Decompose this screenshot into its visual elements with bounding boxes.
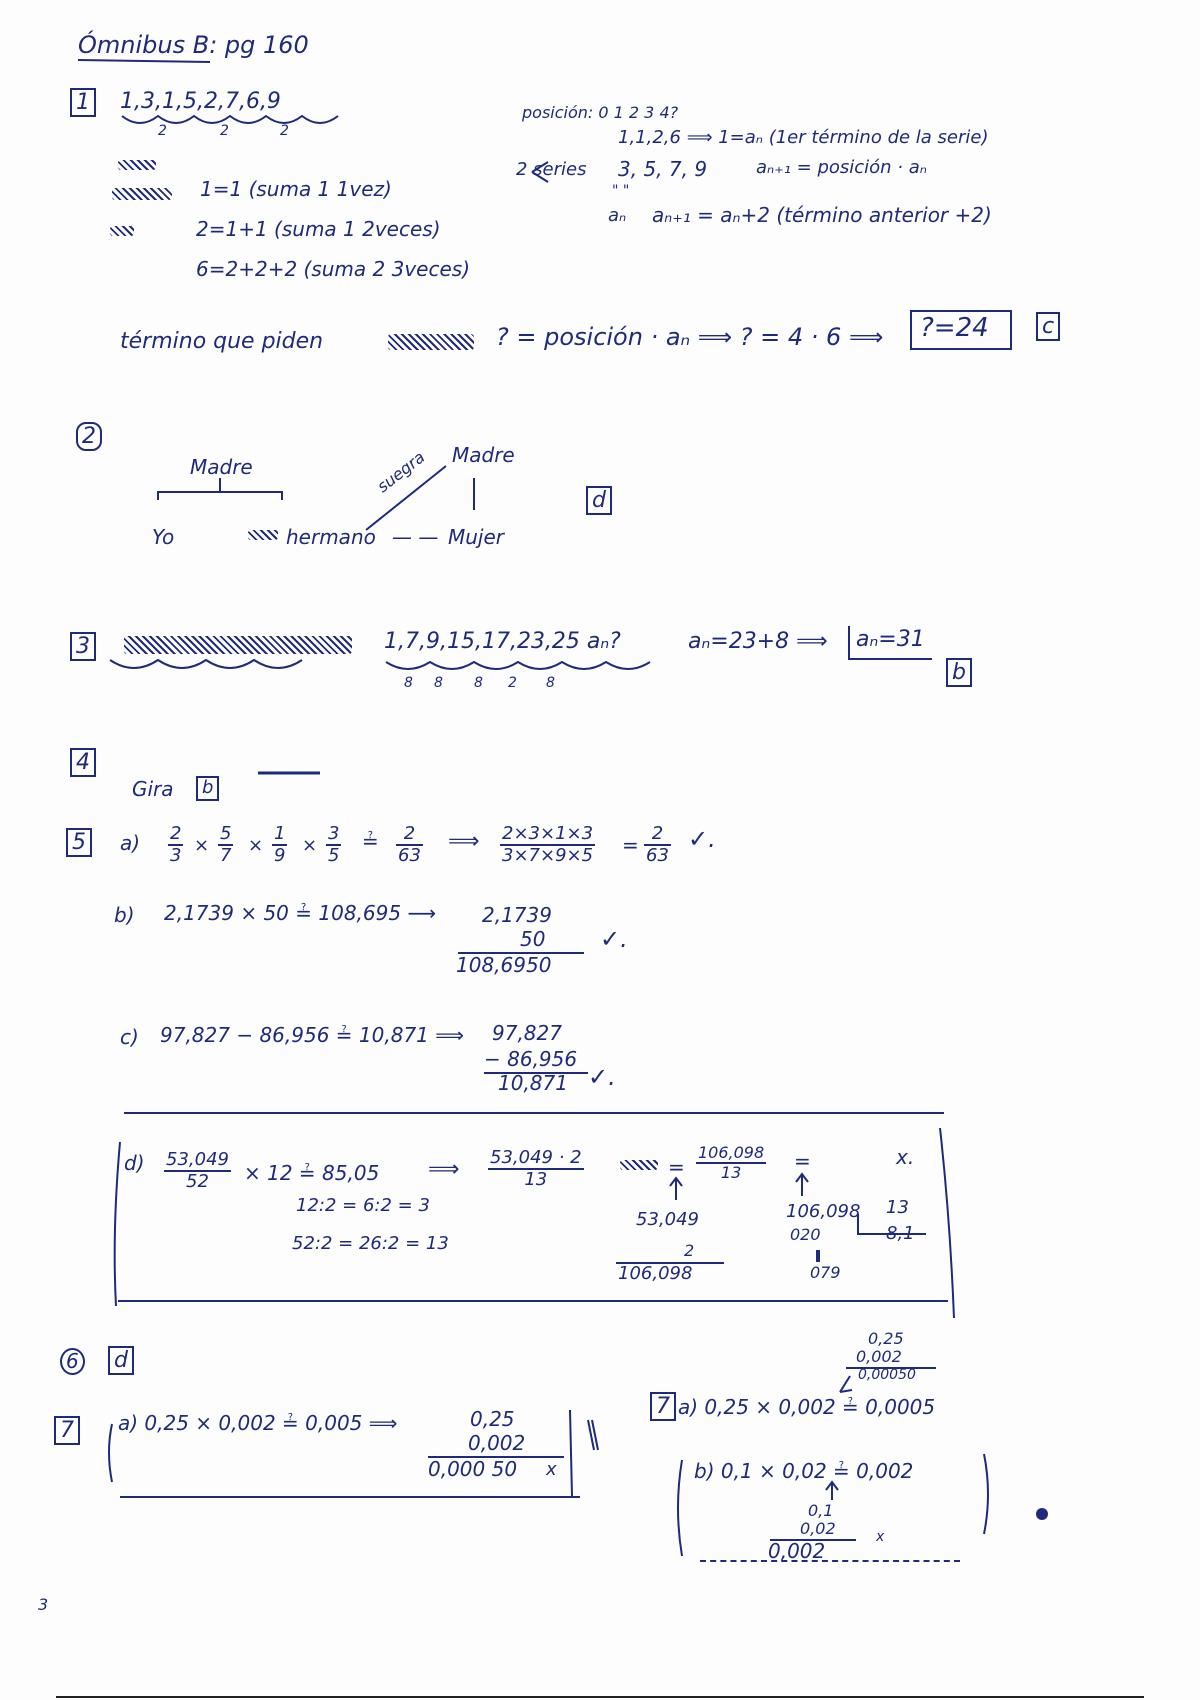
- p5-d-divisor: 13: [886, 1197, 909, 1218]
- p7-left-work-3: 0,000 50: [428, 1457, 518, 1481]
- p5-b-label: b): [114, 903, 135, 927]
- p5-b-check: ✓.: [600, 925, 628, 953]
- p3-diff-2: 8: [434, 675, 443, 691]
- p5-b-equation: 2,1739 × 50 ≟ 108,695 ⟶: [164, 901, 437, 925]
- p1-an-label: aₙ: [608, 205, 627, 226]
- p5-a-fraction-4: $\frac{3}{5}$: [328, 823, 340, 866]
- p2-hermano: hermano: [286, 525, 376, 549]
- p2-scribble: [248, 530, 278, 540]
- p1-ditto: " ": [612, 183, 630, 199]
- p5-d-scribble: [620, 1160, 658, 1170]
- p7-left-work-2: 0,002: [468, 1431, 526, 1455]
- p5-a-times-2: ×: [248, 835, 264, 856]
- p3-answer-value: aₙ=31: [856, 627, 925, 652]
- p3-diff-1: 8: [404, 675, 413, 691]
- p5-d-top-rule: [124, 1112, 944, 1114]
- p5-d-div-1: 106,098: [786, 1201, 861, 1222]
- p7-right-work-1: 0,1: [808, 1501, 834, 1520]
- p5-d-equals-2: =: [794, 1149, 811, 1173]
- p5-d-mult-3: 106,098: [618, 1263, 693, 1284]
- p5-a-fraction-2: $\frac{5}{7}$: [220, 823, 232, 866]
- p5-a-fraction-3: $\frac{1}{9}$: [274, 823, 286, 866]
- p1-diff-1: 2: [158, 123, 167, 139]
- p5-a-fraction-1: $\frac{2}{3}$: [170, 823, 182, 866]
- p1-position-label: posición: 0 1 2 3 4?: [522, 103, 679, 122]
- p5-a-eq: ≟: [362, 829, 379, 853]
- p1-rule-2: aₙ₊₁ = aₙ+2 (término anterior +2): [652, 203, 992, 227]
- p7-left-bottom-rule: [120, 1496, 580, 1498]
- p1-diff-2: 2: [220, 123, 229, 139]
- p5-a-final: $\frac{2}{63}$: [646, 823, 669, 866]
- p3-sequence: 1,7,9,15,17,23,25 aₙ?: [384, 629, 621, 654]
- p7-right-bottom-rule: [700, 1560, 960, 1562]
- problem-6-number: 6: [60, 1348, 85, 1375]
- p7-right-equation-a: a) 0,25 × 0,002 ≟ 0,0005: [678, 1395, 936, 1419]
- p5-b-work-3: 108,6950: [456, 953, 552, 977]
- p5-d-mult-2: 2: [684, 1241, 695, 1260]
- p2-madre-right: Madre: [452, 443, 515, 467]
- p4-answer-letter: b: [196, 776, 219, 801]
- problem-3-number: 3: [70, 632, 96, 661]
- p2-mujer: Mujer: [448, 525, 505, 549]
- p1-line-2: 2=1+1 (suma 1 2veces): [196, 217, 441, 241]
- p5-a-check: ✓.: [688, 825, 716, 853]
- problem-1-number: 1: [70, 88, 96, 117]
- p1-scribble-3: [110, 226, 134, 236]
- p1-answer-formula: ? = posición · aₙ ⟹ ? = 4 · 6 ⟹: [496, 323, 884, 351]
- problem-4-number: 4: [70, 748, 96, 777]
- p5-a-times-3: ×: [302, 835, 318, 856]
- p5-d-div-3: 079: [810, 1263, 841, 1282]
- p5-d-fraction-2: $\frac{53,049 \cdot 2}{13}$: [490, 1147, 582, 1190]
- page-bottom-line: [56, 1696, 1144, 1698]
- problem-2-number: 2: [76, 422, 102, 451]
- p2-madre-left: Madre: [190, 455, 253, 479]
- p1-answer-value: ?=24: [920, 313, 989, 343]
- p5-a-work: $\frac{2\times 3\times 1\times 3}{3\times 7\times 9\times 5}$: [502, 823, 594, 866]
- p5-a-arrow: ⟹: [448, 829, 480, 854]
- p5-d-rest: × 12 ≟ 85,05: [244, 1161, 380, 1185]
- p7-right-top-1: 0,25: [868, 1329, 904, 1348]
- p1-answer-box: [910, 310, 1012, 350]
- p1-line-3: 6=2+2+2 (suma 2 3veces): [196, 257, 470, 281]
- p7-right-top-2: 0,002: [856, 1347, 902, 1366]
- p2-yo: Yo: [152, 525, 175, 549]
- p5-d-step-1: 12:2 = 6:2 = 3: [296, 1195, 430, 1216]
- p1-scribble-2: [112, 188, 172, 200]
- p7-right-work-3: 0,002: [768, 1539, 826, 1563]
- page-mark: 3: [38, 1595, 49, 1614]
- p1-series-a: 1,1,2,6 ⟹ 1=aₙ (1er término de la serie): [618, 127, 989, 148]
- p7-right-work-2: 0,02: [800, 1519, 836, 1538]
- p2-dash: — —: [392, 525, 439, 549]
- p5-d-fraction-1: $\frac{53,049}{52}$: [166, 1149, 229, 1192]
- p5-b-work-2: 50: [520, 927, 546, 951]
- p5-c-work-1: 97,827: [492, 1021, 562, 1045]
- p1-answer-text: término que piden: [120, 329, 324, 354]
- p5-d-step-2: 52:2 = 26:2 = 13: [292, 1233, 449, 1254]
- p7-left-x: x: [546, 1459, 557, 1480]
- p5-a-label: a): [120, 831, 141, 855]
- p7-left-work-1: 0,25: [470, 1407, 515, 1431]
- problem-7-number-right: 7: [650, 1392, 676, 1421]
- p5-d-label: d): [124, 1151, 145, 1175]
- p5-c-label: c): [120, 1025, 139, 1049]
- page-title: Ómnibus B: pg 160: [78, 31, 309, 59]
- p1-series-label: 2 series: [516, 159, 587, 180]
- p7-left-equation: a) 0,25 × 0,002 ≟ 0,005 ⟹: [118, 1411, 398, 1435]
- p5-d-arrow: ⟹: [428, 1157, 460, 1182]
- problem-5-number: 5: [66, 828, 92, 857]
- p1-sequence: 1,3,1,5,2,7,6,9: [120, 89, 281, 114]
- p5-d-div-2: 020: [790, 1225, 821, 1244]
- p5-d-x: x.: [896, 1145, 915, 1169]
- p5-d-bottom-rule: [118, 1300, 948, 1302]
- problem-7-number-left: 7: [54, 1416, 80, 1445]
- p5-a-equals: =: [622, 833, 639, 857]
- p5-c-work-2: − 86,956: [484, 1047, 578, 1071]
- p5-c-equation: 97,827 − 86,956 ≟ 10,871 ⟹: [160, 1023, 464, 1047]
- p5-b-work-1: 2,1739: [482, 903, 552, 927]
- p4-text: Gira: [132, 777, 174, 801]
- p3-answer-letter: b: [946, 658, 972, 687]
- p5-c-work-3: 10,871: [498, 1071, 568, 1095]
- p3-diff-5: 8: [546, 675, 555, 691]
- p7-right-x: x: [876, 1529, 885, 1545]
- p1-scribble-4: [388, 334, 474, 350]
- p1-diff-3: 2: [280, 123, 289, 139]
- p5-a-times-1: ×: [194, 835, 210, 856]
- p3-diff-4: 2: [508, 675, 517, 691]
- p5-d-quotient: 8,1: [886, 1223, 915, 1244]
- p6-answer-letter: d: [108, 1346, 134, 1375]
- p1-series-b: 3, 5, 7, 9: [618, 157, 708, 181]
- p3-scribble: [124, 636, 352, 654]
- p3-diff-3: 8: [474, 675, 483, 691]
- p5-d-equals-1: =: [668, 1155, 685, 1179]
- p2-answer-letter: d: [586, 486, 612, 515]
- p5-d-fraction-3: $\frac{106,098}{13}$: [698, 1143, 765, 1182]
- p5-d-mult-1: 53,049: [636, 1209, 699, 1230]
- p2-suegra: suegra: [373, 447, 429, 497]
- p7-right-top-3: 0,00050: [858, 1367, 916, 1383]
- p5-a-result: $\frac{2}{63}$: [398, 823, 421, 866]
- p3-formula: aₙ=23+8 ⟹: [688, 629, 828, 654]
- p1-answer-letter: c: [1036, 312, 1060, 341]
- p1-rule-1: aₙ₊₁ = posición · aₙ: [756, 157, 927, 178]
- p7-right-equation-b: b) 0,1 × 0,02 ≟ 0,002: [694, 1459, 914, 1483]
- p1-scribble-1: [118, 160, 156, 170]
- p5-c-check: ✓.: [588, 1063, 616, 1091]
- p1-line-1: 1=1 (suma 1 1vez): [200, 177, 392, 201]
- p3-answer-box: [848, 626, 932, 660]
